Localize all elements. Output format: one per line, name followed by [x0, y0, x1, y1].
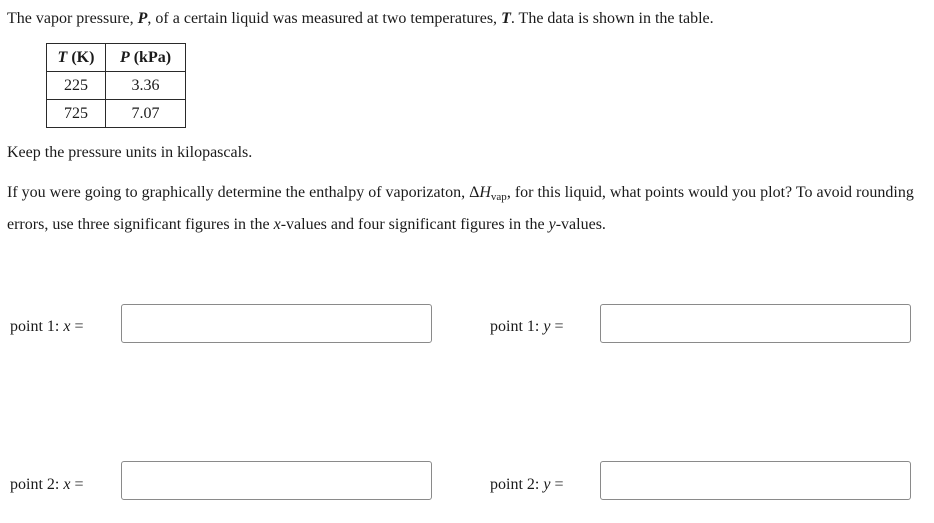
question-text-2: , for this liquid, what points would you plot? To avoid rounding errors, use three significant figures in the	[7, 184, 914, 233]
question-text	[7, 179, 927, 238]
point1-x-label-var: x	[63, 318, 71, 335]
header-temperature	[47, 44, 106, 72]
y-variable: y	[548, 216, 556, 233]
point1-y-label-prefix: point 1:	[490, 318, 544, 335]
cell-temperature: 725	[47, 100, 106, 128]
point2-x-label-var: x	[63, 476, 71, 493]
problem-intro	[7, 9, 714, 29]
point1-y-label-var: y	[543, 318, 551, 335]
header-temperature-unit: (K)	[67, 48, 95, 66]
header-temperature-var: T	[57, 48, 68, 66]
intro-text-2: , of a certain liquid was measured at two temperatures,	[147, 10, 502, 27]
point1-y-label-eq: =	[550, 318, 564, 335]
units-note: Keep the pressure units in kilopascals.	[7, 144, 253, 161]
header-pressure-var: P	[119, 48, 130, 66]
question-text-4: -values.	[555, 216, 606, 233]
header-pressure-unit: (kPa)	[129, 48, 172, 66]
cell-pressure: 3.36	[106, 72, 186, 100]
pressure-variable: P	[137, 10, 148, 27]
point2-y-label-var: y	[543, 476, 551, 493]
delta-symbol: Δ	[469, 184, 480, 201]
temperature-variable: T	[501, 10, 511, 27]
point1-y-label	[490, 317, 563, 337]
point2-x-input[interactable]	[121, 461, 432, 500]
cell-temperature: 225	[47, 72, 106, 100]
x-variable: x	[273, 216, 281, 233]
point2-y-label	[490, 475, 563, 495]
header-pressure	[106, 44, 186, 72]
point2-y-label-prefix: point 2:	[490, 476, 544, 493]
point2-x-label	[10, 475, 83, 495]
enthalpy-subscript: vap	[490, 191, 507, 203]
point2-y-input[interactable]	[600, 461, 911, 500]
table-row	[47, 72, 186, 100]
enthalpy-variable: H	[479, 184, 491, 201]
intro-text-3: . The data is shown in the table.	[510, 10, 714, 27]
data-table	[46, 43, 186, 128]
question-text-1: If you were going to graphically determine the enthalpy of vaporizaton,	[7, 184, 470, 201]
point1-x-label	[10, 317, 83, 337]
point1-x-input[interactable]	[121, 304, 432, 343]
question-text-3: -values and four significant figures in the	[280, 216, 549, 233]
table-header-row	[47, 44, 186, 72]
point1-x-label-prefix: point 1:	[10, 318, 64, 335]
intro-text-1: The vapor pressure,	[7, 10, 138, 27]
table-row	[47, 100, 186, 128]
cell-pressure: 7.07	[106, 100, 186, 128]
point1-x-label-eq: =	[70, 318, 84, 335]
point1-y-input[interactable]	[600, 304, 911, 343]
point2-x-label-prefix: point 2:	[10, 476, 64, 493]
point2-x-label-eq: =	[70, 476, 84, 493]
point2-y-label-eq: =	[550, 476, 564, 493]
